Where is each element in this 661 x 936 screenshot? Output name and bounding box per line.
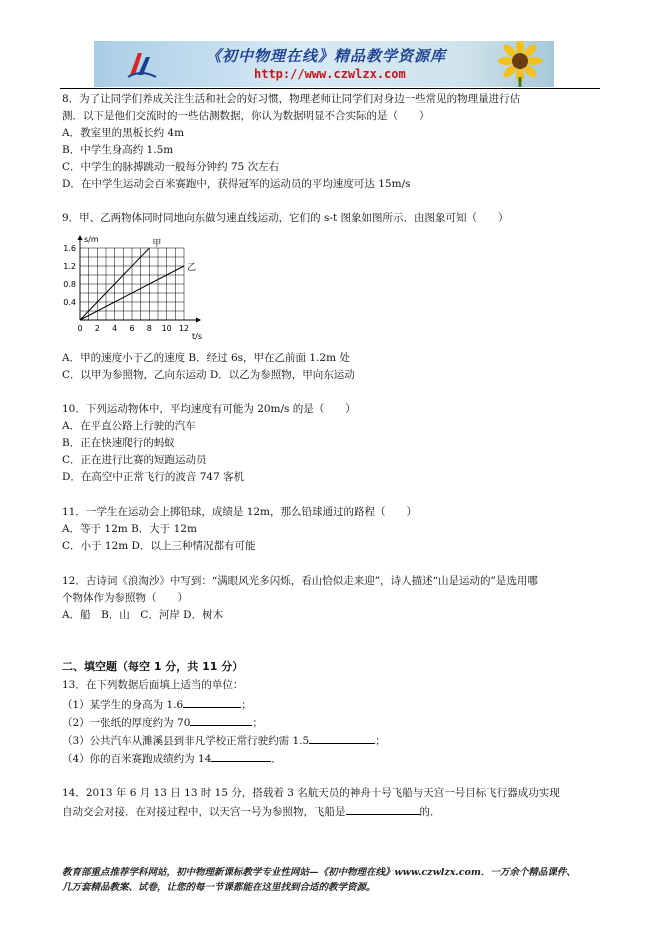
y-tick-label: 0.4 — [63, 298, 76, 307]
q14-answer-blank[interactable] — [346, 804, 420, 815]
q13-stem: 13．在下列数据后面填上适当的单位： — [62, 679, 244, 691]
q13-answer-blank-4[interactable] — [211, 751, 271, 762]
sunflower-icon — [490, 41, 550, 87]
site-banner — [94, 41, 554, 87]
section-heading-fill-in: 二、填空题（每空 1 分，共 11 分） — [62, 660, 244, 673]
q13-item-4-punct: ． — [271, 753, 282, 765]
x-axis-label: t/s — [192, 332, 202, 341]
x-tick-label: 12 — [178, 324, 190, 333]
q13-item-2-punct: ； — [252, 717, 263, 729]
footer-line1: 教育部重点推荐学科网站，初中物理新课标教学专业性网站—《初中物理在线》www.czwlzx.com．一万余个精品课件、 — [62, 867, 576, 878]
x-tick-label: 6 — [129, 324, 135, 333]
q9-options-ab: A．甲的速度小于乙的速度 B．经过 6s，甲在乙前面 1.2m 处 — [62, 352, 350, 364]
q13-item-1 — [62, 697, 252, 712]
q13-answer-blank-1[interactable] — [183, 697, 241, 708]
q13-item-1-punct: ； — [241, 699, 252, 711]
q13-item-3-text: （3）公共汽车从濉溪县到非凡学校正常行驶约需 1.5 — [62, 735, 310, 747]
q13-item-2-text: （2）一张纸的厚度约为 70 — [62, 717, 191, 729]
banner-url[interactable]: http://www.czwlzx.com — [254, 67, 406, 81]
q13-item-3-punct: ； — [375, 735, 386, 747]
q13-answer-blank-2[interactable] — [190, 715, 252, 726]
q13-item-4-text: （4）你的百米赛跑成绩约为 14 — [62, 753, 212, 765]
header-divider — [60, 88, 600, 89]
q8-stem-line2: 测．以下是他们交流时的一些估测数据，你认为数据明显不合实际的是（ ） — [62, 110, 430, 122]
x-axis-arrow-icon — [196, 318, 201, 323]
q13-item-1-text: （1）某学生的身高为 1.6 — [62, 699, 184, 711]
q11-stem: 11．一学生在运动会上掷铅球，成绩是 12m，那么铅球通过的路程（ ） — [62, 506, 418, 518]
series-label-2: 乙 — [187, 263, 197, 273]
y-axis-label: s/m — [84, 235, 99, 244]
q10-option-c: C．正在进行比赛的短跑运动员 — [62, 454, 207, 466]
site-logo-icon — [124, 47, 158, 81]
q10-stem: 10．下列运动物体中，平均速度有可能为 20m/s 的是（ ） — [62, 403, 356, 415]
y-tick-label: 1.6 — [63, 244, 76, 253]
y-axis-arrow-icon — [78, 235, 83, 240]
q8-stem-line1: 8．为了让同学们养成关注生活和社会的好习惯，物理老师让同学们对身边一些常见的物理量进行估 — [62, 93, 521, 105]
footer-line2: 几万套精品教案、试卷，让您的每一节课都能在这里找到合适的教学资源。 — [62, 882, 376, 893]
q9-stem: 9．甲、乙两物体同时同地向东做匀速直线运动，它们的 s-t 图象如图所示．由图象可知（ ） — [62, 212, 509, 224]
q8-option-c: C．中学生的脉搏跳动一般每分钟约 75 次左右 — [62, 161, 280, 173]
x-tick-label: 8 — [146, 324, 152, 333]
q14-line2-text: 自动交会对接．在对接过程中，以天宫一号为参照物，飞船是 — [62, 806, 346, 818]
x-tick-label: 10 — [161, 324, 172, 333]
q10-option-a: A．在平直公路上行驶的汽车 — [62, 420, 196, 432]
q14-end: 的． — [419, 806, 441, 818]
q11-options-cd: C．小于 12m D．以上三种情况都有可能 — [62, 540, 256, 552]
s-t-graph — [60, 232, 220, 344]
q13-item-3 — [62, 733, 386, 748]
y-tick-label: 0.8 — [63, 280, 76, 289]
q11-options-ab: A．等于 12m B．大于 12m — [62, 523, 197, 535]
q12-options: A．船 B．山 C．河岸 D．树木 — [62, 609, 224, 621]
y-tick-label: 1.2 — [63, 262, 76, 271]
q9-options-cd: C．以甲为参照物，乙向东运动 D．以乙为参照物，甲向东运动 — [62, 369, 355, 381]
graph-grid — [80, 248, 184, 320]
q13-item-2 — [62, 715, 263, 730]
q13-answer-blank-3[interactable] — [309, 733, 375, 744]
q12-stem-line2: 个物体作为参照物（ ） — [62, 592, 188, 604]
series-label-1: 甲 — [152, 239, 162, 249]
q10-option-b: B．正在快速爬行的蚂蚁 — [62, 437, 175, 449]
q14-line1: 14．2013 年 6 月 13 日 13 时 15 分，搭载着 3 名航天员的神舟十号飞船与天宫一号目标飞行器成功实现 — [62, 787, 560, 799]
banner-title: 《初中物理在线》精品教学资源库 — [206, 47, 447, 65]
x-tick-label: 0 — [77, 324, 83, 333]
q14-line2 — [62, 804, 441, 819]
q8-option-d: D．在中学生运动会百米赛跑中，获得冠军的运动员的平均速度可达 15m/s — [62, 178, 411, 190]
q13-item-4 — [62, 751, 282, 766]
q10-option-d: D．在高空中正常飞行的波音 747 客机 — [62, 471, 245, 483]
q12-stem-line1: 12．古诗词《浪淘沙》中写到：“满眼风光多闪烁，看山恰似走来迎”，诗人描述“山是运动的”是选用哪 — [62, 575, 538, 587]
q8-option-a: A．教室里的黑板长约 4m — [62, 127, 185, 139]
q8-option-b: B．中学生身高约 1.5m — [62, 144, 174, 156]
x-tick-label: 2 — [94, 324, 100, 333]
x-tick-label: 4 — [112, 324, 118, 333]
